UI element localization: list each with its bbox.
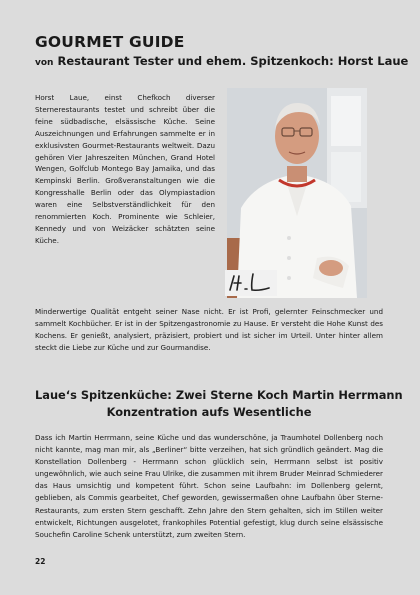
signature-mark bbox=[225, 270, 277, 296]
page-number: 22 bbox=[35, 557, 46, 566]
intro-paragraph: Horst Laue, einst Chefkoch diverser Sternerestaurants testet und schreibt über die feine südbadische, elsässische Küche. Seine Auszeichnungen und Erfahrungen sammelte er in exklusivsten Gourmet-Restaurants weltweit. Dazu gehören Vier Jahreszeiten München, Grand Hotel Wengen, Golfclub Montego Bay Jamaika, und das Kempinski Berlin. Großveranstaltungen wie die Kongresshalle Berlin oder das Olympiastadion waren eine Selbstverständlichkeit für den renommierten Koch. Prominente wie Schleier, Kennedy und von Weizäcker schätzten seine Küche. bbox=[35, 93, 215, 245]
page-title: GOURMET GUIDE bbox=[35, 33, 185, 51]
page-subtitle bbox=[35, 54, 408, 68]
section-heading-line2: Konzentration aufs Wesentliche bbox=[106, 405, 312, 419]
section-heading-line1: Laue‘s Spitzenküche: Zwei Sterne Koch Martin Herrmann bbox=[35, 388, 403, 402]
subtitle-prefix: von bbox=[35, 58, 54, 68]
chef-portrait-photo bbox=[227, 88, 367, 298]
chef-portrait-illustration bbox=[227, 88, 367, 298]
second-paragraph: Minderwertige Qualität entgeht seiner Nase nicht. Er ist Profi, gelernter Feinschmecker und sammelt Kochbücher. Er ist in der Spitzengastronomie zu Hause. Er versteht die Hohe Kunst des Kochens. Er genießt, analysiert, präzisiert, probiert und ist sicher im Urteil. Unter hinter allem steckt die Liebe zur Küche und zur Gourmandise. bbox=[35, 307, 383, 353]
signature-logo bbox=[225, 270, 277, 296]
section-body: Dass ich Martin Herrmann, seine Küche und das wunderschöne, ja Traumhotel Dollenberg noch nicht kannte, mag man mir, als „Berliner“ bitte verzeihen, hat sich gründlich geändert. Mag die Konstellation Dollenberg - Herrmann schon glücklich sein, Herrmann selbst ist positiv ungewöhnlich, wie auch seine Frau Ulrike, die zusammen mit ihrem Bruder Meinrad Schmiederer das Haus umsichtig und kompetent führt. Schon seine Laufbahn: im Dollenberg gelernt, geblieben, als Commis gearbeitet, Chef geworden, gewissermaßen ohne Laufbahn über Sterne-Restaurants, zum ersten Stern geschafft. Zehn Jahre den Stern gehalten, sich im Stillen weiter entwickelt, Richtungen ausgelotet, frankophiles Potential gefestigt, klug durch seine elsässische Souchefin Caroline Schenk unterstützt, zum zweiten Stern. bbox=[35, 433, 383, 539]
subtitle-main: Restaurant Tester und ehem. Spitzenkoch: Horst Laue bbox=[57, 54, 409, 68]
